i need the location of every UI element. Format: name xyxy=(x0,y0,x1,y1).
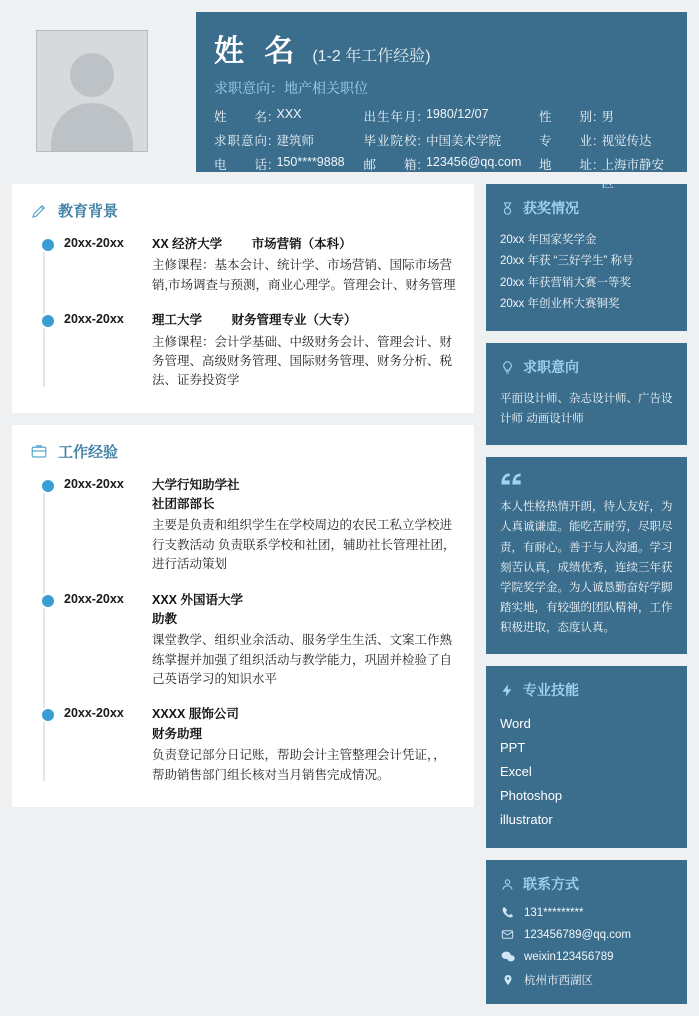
self-evaluation-panel xyxy=(486,457,687,654)
info-value: 视觉传达 xyxy=(601,134,652,148)
item-heading xyxy=(152,235,456,254)
right-column xyxy=(486,184,687,1016)
quote-icon xyxy=(500,471,673,487)
timeline-dot-icon xyxy=(40,237,56,253)
lightning-icon xyxy=(500,683,515,698)
body xyxy=(12,184,687,1016)
info-label: 邮 箱: xyxy=(363,158,422,172)
location-icon xyxy=(500,973,515,987)
avatar-placeholder-icon xyxy=(37,31,147,151)
contact-wechat-value: weixin123456789 xyxy=(524,950,614,963)
role-name: 财务助理 xyxy=(152,726,203,741)
self-evaluation-text: 本人性格热情开朗，待人友好，为人真诚谦虚。能吃苦耐劳，尽职尽责，有耐心。善于与人沟通。学习刻苦认真，成绩优秀，连续三年获学院奖学金。为人诚恳勤奋好学脚踏实地，有较强的团队精神，工作积极进取，态度认真。 xyxy=(500,501,673,635)
left-column xyxy=(12,184,474,819)
awards-title: 获奖情况 xyxy=(523,200,579,216)
awards-list xyxy=(500,230,673,315)
header xyxy=(12,12,687,190)
contact-title-row xyxy=(500,874,673,894)
info-label: 专 业: xyxy=(539,134,598,148)
item-description: 负责登记部分日记账，帮助会计主管整理会计凭证，，帮助销售部门组长核对当月销售完成情况。 xyxy=(152,748,446,782)
company-name: XXXX 服饰公司 xyxy=(152,707,239,722)
work-title-row xyxy=(30,441,456,462)
mail-icon xyxy=(500,928,515,941)
contact-mail-value: 123456789@qq.com xyxy=(524,928,631,941)
header-main xyxy=(196,12,687,190)
intent-text: 平面设计师、杂志设计师、广告设计师 动画设计师 xyxy=(500,393,673,426)
item-date: 20xx-20xx xyxy=(64,591,124,606)
item-body xyxy=(152,591,456,690)
role-name: 社团部部长 xyxy=(152,497,215,511)
info-value: 123456@qq.com xyxy=(425,155,522,169)
list-item: Excel xyxy=(500,764,532,780)
info-item xyxy=(539,131,669,149)
list-item xyxy=(34,235,456,295)
skills-title: 专业技能 xyxy=(523,682,579,699)
page-title: 姓 名 xyxy=(214,35,301,68)
work-section xyxy=(12,425,474,807)
list-item xyxy=(34,705,456,785)
list-item: Photoshop xyxy=(500,788,563,804)
list-item: illustrator xyxy=(500,812,553,828)
user-icon xyxy=(500,877,515,892)
education-timeline xyxy=(30,235,456,391)
info-label: 姓 名: xyxy=(214,110,273,124)
info-value: 中国美术学院 xyxy=(425,134,501,148)
awards-panel xyxy=(486,184,687,331)
education-section xyxy=(12,184,474,413)
timeline-dot-icon xyxy=(40,707,56,723)
personal-info-grid xyxy=(214,107,669,191)
contact-phone-row xyxy=(500,906,673,919)
list-item: 20xx 年创业杯大赛铜奖 xyxy=(500,297,620,310)
major-name: 财务管理专业（大专） xyxy=(231,313,357,328)
item-body xyxy=(152,235,456,295)
list-item xyxy=(34,476,456,575)
name-row xyxy=(214,26,669,70)
education-title: 教育背景 xyxy=(58,203,119,220)
pencil-icon xyxy=(30,202,48,220)
item-date: 20xx-20xx xyxy=(64,312,124,327)
item-date: 20xx-20xx xyxy=(64,706,124,721)
item-description: 课堂教学、组织业余活动、服务学生生活、文案工作熟练掌握并加强了组织活动与教学能力，巩固并检验了自己英语学习的知识水平 xyxy=(152,633,453,686)
info-label: 出生年月: xyxy=(363,110,422,124)
phone-icon xyxy=(500,906,515,919)
item-description: 主修课程：基本会计、统计学、市场营销、国际市场营销,市场调查与预测，商业心理学。管理会计、财务管理 xyxy=(152,258,456,292)
info-item xyxy=(539,155,669,191)
info-item xyxy=(364,155,540,191)
skills-panel xyxy=(486,666,687,848)
school-name: XX 经济大学 xyxy=(152,237,223,251)
school-name: 理工大学 xyxy=(152,313,203,328)
role-name: 助教 xyxy=(152,611,178,626)
item-description: 主要是负责和组织学生在学校周边的农民工私立学校进行支教活动 负责联系学校和社团，辅助社长管理社团，进行活动策划 xyxy=(152,518,456,572)
list-item: 20xx 年获营销大赛一等奖 xyxy=(500,276,631,289)
info-item xyxy=(214,131,364,149)
timeline-dot-icon xyxy=(40,478,56,494)
contact-wechat-row xyxy=(500,950,673,963)
avatar xyxy=(36,30,148,152)
list-item: PPT xyxy=(500,740,526,756)
wechat-icon xyxy=(500,950,515,963)
item-heading xyxy=(152,311,456,330)
item-body xyxy=(152,311,456,391)
contact-mail-row xyxy=(500,928,673,941)
contact-phone-value: 131********* xyxy=(524,906,584,919)
contact-location-value: 杭州市西湖区 xyxy=(524,975,593,988)
info-item xyxy=(214,155,364,191)
item-body xyxy=(152,705,456,785)
medal-icon xyxy=(500,201,515,216)
briefcase-icon xyxy=(30,442,48,460)
list-item xyxy=(34,591,456,690)
contact-title: 联系方式 xyxy=(523,876,579,893)
intent-title: 求职意向 xyxy=(523,359,579,376)
work-title: 工作经验 xyxy=(58,443,119,461)
work-timeline xyxy=(30,476,456,785)
company-name: 大学行知助学社 xyxy=(152,477,240,492)
item-date: 20xx-20xx xyxy=(64,236,124,250)
item-body xyxy=(152,476,456,575)
list-item: Word xyxy=(500,716,531,732)
major-name: 市场营销（本科） xyxy=(251,237,352,251)
item-date: 20xx-20xx xyxy=(64,476,124,491)
skills-title-row xyxy=(500,680,673,700)
info-value: XXX xyxy=(276,107,302,121)
awards-title-row xyxy=(500,198,673,218)
info-item xyxy=(364,107,540,125)
contact-location-row xyxy=(500,972,673,988)
education-title-row xyxy=(30,200,456,221)
experience-label: (1-2 年工作经验) xyxy=(312,48,431,65)
skills-list xyxy=(500,712,673,832)
info-label: 地 址: xyxy=(539,158,598,172)
job-objective: 求职意向：地产相关职位 xyxy=(214,80,368,96)
info-item xyxy=(364,131,540,149)
intent-panel xyxy=(486,343,687,445)
bulb-icon xyxy=(500,360,515,375)
info-value: 1980/12/07 xyxy=(425,107,489,121)
list-item xyxy=(34,311,456,391)
company-name: XXX 外国语大学 xyxy=(152,592,243,607)
info-value: 上海市静安区 xyxy=(601,158,664,190)
info-value: 150****9888 xyxy=(276,155,345,169)
info-value: 建筑师 xyxy=(276,134,314,148)
timeline-dot-icon xyxy=(40,313,56,329)
list-item: 20xx 年获 “三好学生” 称号 xyxy=(500,255,634,268)
contact-panel xyxy=(486,860,687,1004)
list-item: 20xx 年国家奖学金 xyxy=(500,234,597,246)
info-label: 毕业院校: xyxy=(363,134,422,148)
info-item xyxy=(214,107,364,125)
info-label: 性 别: xyxy=(539,110,598,124)
timeline-dot-icon xyxy=(40,593,56,609)
intent-title-row xyxy=(500,357,673,377)
info-label: 求职意向: xyxy=(214,134,273,148)
info-value: 男 xyxy=(601,110,614,124)
info-item xyxy=(539,107,669,125)
info-label: 电 话: xyxy=(214,158,273,172)
item-description: 主修课程：会计学基础、中级财务会计、管理会计、财务管理、高级财务管理、国际财务管理、财务分析、税法、证券投资学 xyxy=(152,334,453,388)
